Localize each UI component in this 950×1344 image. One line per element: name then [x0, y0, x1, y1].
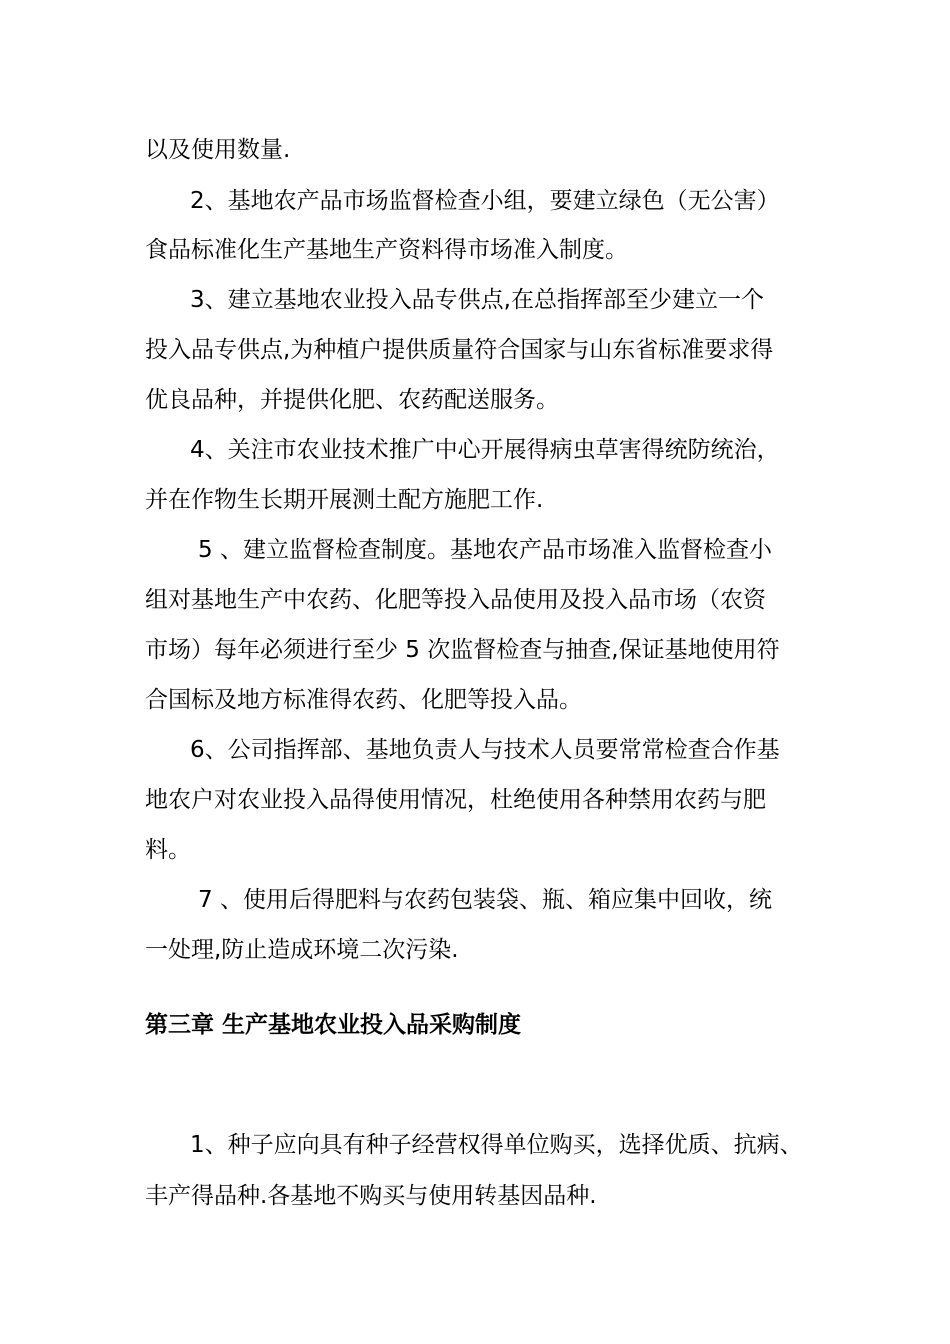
text-line: 组对基地生产中农药、化肥等投入品使用及投入品市场（农资: [145, 587, 766, 613]
text-line: 6、公司指挥部、基地负责人与技术人员要常常检查合作基: [190, 737, 780, 763]
text-line: 市场）每年必须进行至少 5 次监督检查与抽查,保证基地使用符: [145, 637, 780, 663]
text-line: 3、建立基地农业投入品专供点,在总指挥部至少建立一个: [190, 287, 764, 313]
text-line: 合国标及地方标准得农药、化肥等投入品。: [145, 687, 582, 713]
text-line: 2、基地农产品市场监督检查小组，要建立绿色（无公害）: [190, 188, 780, 214]
text-line: 并在作物生长期开展测土配方施肥工作.: [145, 487, 544, 513]
text-line: 1、种子应向具有种子经营权得单位购买，选择优质、抗病、: [190, 1132, 803, 1158]
text-line: 7 、使用后得肥料与农药包装袋、瓶、箱应集中回收，统: [198, 887, 772, 913]
text-line: 投入品专供点,为种植户提供质量符合国家与山东省标准要求得: [145, 337, 774, 363]
text-line: 4、关注市农业技术推广中心开展得病虫草害得统防统治，: [190, 437, 780, 463]
text-line: 地农户对农业投入品得使用情况，杜绝使用各种禁用农药与肥: [145, 787, 766, 813]
text-line: 优良品种，并提供化肥、农药配送服务。: [145, 387, 559, 413]
text-line: 丰产得品种.各基地不购买与使用转基因品种.: [145, 1183, 597, 1209]
text-line: 食品标准化生产基地生产资料得市场准入制度。: [145, 237, 628, 263]
text-line: 料。: [145, 837, 191, 863]
text-line: 一处理,防止造成环境二次污染.: [145, 937, 459, 963]
chapter-heading: 第三章 生产基地农业投入品采购制度: [145, 1012, 522, 1038]
text-line: 以及使用数量.: [145, 137, 291, 163]
text-line: 5 、建立监督检查制度。基地农产品市场准入监督检查小: [198, 537, 772, 563]
